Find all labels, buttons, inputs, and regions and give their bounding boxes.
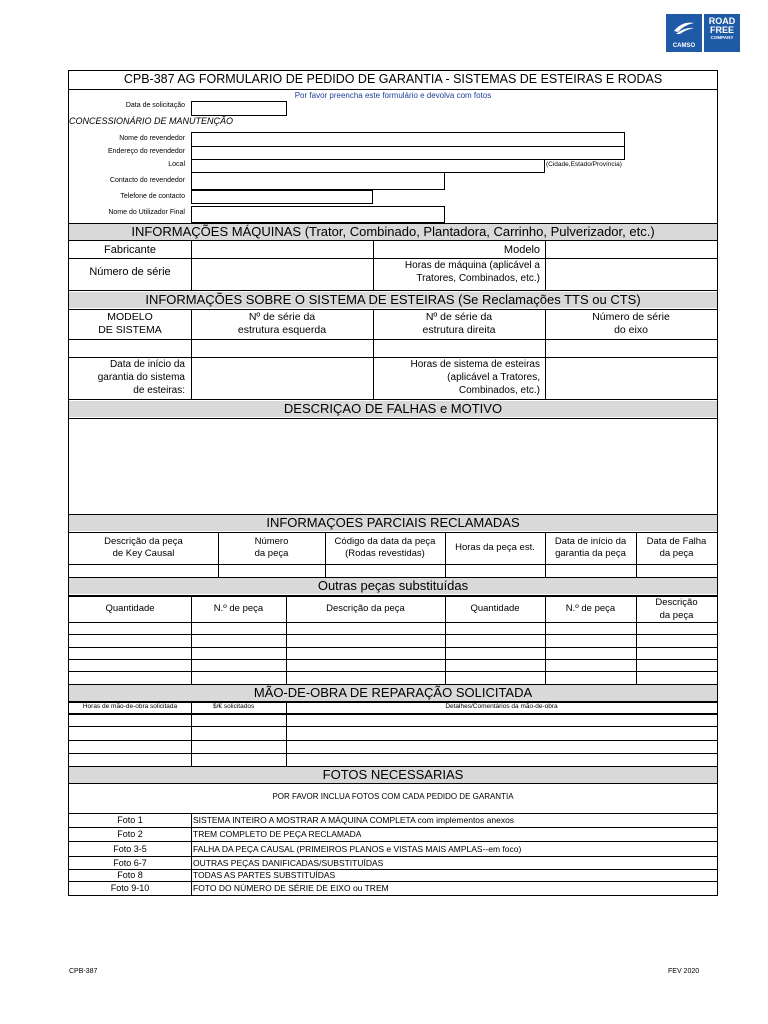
machine-header: INFORMAÇÕES MÁQUINAS (Trator, Combinado, Plantadora, Carrinho, Pulverizador, etc.) [69,224,717,240]
camso-text: CAMSO [672,43,696,49]
right-frame-serial-field[interactable] [374,340,544,357]
date-code-label-2: (Rodas revestidas) [345,548,425,559]
logo-free: FREE [709,25,734,35]
logo-company: COMPANY [710,35,734,40]
left-frame-serial-field[interactable] [192,340,372,357]
right-frame-serial-label-2: estrutura direita [422,324,496,336]
left-frame-serial-label-1: Nº de série da [248,311,316,323]
photo-description-extra: com implementos anexos [415,815,515,825]
labor-hours-label: Horas de mão-de-obra solicitada [82,703,178,710]
other-desc2-label-1: Descrição [655,597,698,608]
other-part-label: N.º de peça [213,603,264,614]
photo-description [193,882,389,894]
photo-description-main: FOTO DO NÚMERO DE SÉRIE DE EIXO [193,883,351,893]
other-parts-rows[interactable] [69,623,717,683]
dealer-name-field[interactable] [191,132,625,147]
other-part2-label: N.º de peça [565,603,616,614]
track-hours-field[interactable] [546,358,716,399]
track-warranty-start-field[interactable] [192,358,372,399]
machine-hours-label-1: Horas de máquina (aplicável a [404,260,540,271]
photo-description-main: SISTEMA INTEIRO A MOSTRAR A MÁQUINA COMPLETA [193,815,416,825]
manufacturer-label: Fabricante [104,244,156,256]
other-desc-label: Descrição da peça [326,603,405,614]
other-desc2-label-2: da peça [659,610,694,621]
logo-road: ROAD [708,16,736,26]
track-warranty-start-label-2: garantia do sistema [97,372,185,383]
labor-details-label: Detalhes/Comentários da mão-de-obra [445,703,558,710]
photo-description [193,814,514,827]
model-label: Modelo [503,244,540,256]
other-qty-label: Quantidade [105,603,155,614]
failure-header: DESCRIÇAO DE FALHAS e MOTIVO [69,401,717,417]
key-causal-field[interactable] [69,565,218,576]
machine-hours-label-2: Tratores, Combinados, etc.) [416,273,540,284]
footer-date: FEV 2020 [668,968,700,975]
dealer-name-label: Nome do revendedor [119,135,185,142]
place-label: Local [168,161,185,168]
claimed-parts-header: INFORMAÇOES PARCIAIS RECLAMADAS [69,515,717,531]
part-hours-field[interactable] [446,565,545,576]
dealer-contact-label: Contacto do revendedor [109,177,185,184]
part-warranty-start-label-1: Data de início da [554,536,627,547]
axle-serial-label-1: Número de série [592,311,670,323]
date-code-label-1: Código da data da peça [334,536,436,547]
axle-serial-label-2: do eixo [614,324,648,336]
labor-rows[interactable] [69,715,717,765]
date-code-field[interactable] [326,565,445,576]
dealer-address-label: Endereço do revendedor [107,148,185,155]
tracks-header: INFORMAÇÕES SOBRE O SISTEMA DE ESTEIRAS (Se Reclamações TTS ou CTS) [69,292,717,308]
part-hours-label: Horas da peça est. [455,542,535,553]
photo-description-extra: ou TREM [350,883,389,893]
camso-swoosh-icon [672,19,696,35]
photo-description [193,842,521,856]
end-user-label: Nome do Utilizador Final [108,209,185,216]
manufacturer-field[interactable] [192,241,372,258]
roadfree-logo [704,14,740,52]
part-failure-date-field[interactable] [637,565,717,576]
track-hours-label-1: Horas de sistema de esteiras [410,359,540,370]
photos-header: FOTOS NECESSARIAS [69,767,717,783]
photo-description-extra: e VISTAS MAIS AMPLAS--em foco) [384,844,522,854]
photo-description-main: TREM COMPLETO DE PEÇA RECLAMADA [193,829,362,839]
model-field[interactable] [546,241,716,258]
other-qty2-label: Quantidade [470,603,520,614]
photos-note: POR FAVOR INCLUA FOTOS COM CADA PEDIDO DE GARANTIA [272,792,514,801]
form-title: CPB-387 AG FORMULARIO DE PEDIDO DE GARANTIA - SISTEMAS DE ESTEIRAS E RODAS [123,72,663,86]
system-model-label-1: MODELO [107,311,153,323]
photo-label: Foto 9-10 [110,883,150,893]
photo-description-main: OUTRAS PEÇAS DANIFICADAS/SUBSTITUÍDAS [193,858,384,868]
part-failure-date-label-1: Data de Falha [646,536,707,547]
date-label: Data de solicitação [125,102,185,109]
track-hours-label-2: (aplicável a Tratores, [447,372,540,383]
machine-hours-field[interactable] [546,259,716,289]
serial-label: Número de série [89,266,171,278]
photo-label: Foto 1 [117,815,143,825]
left-frame-serial-label-2: estrutura esquerda [237,324,327,336]
camso-logo-mark [666,14,702,52]
footer-form-code: CPB-387 [69,968,98,975]
dealer-section-title: CONCESSIONÁRIO DE MANUTENÇÃO [69,116,234,126]
part-warranty-start-field[interactable] [546,565,636,576]
place-hint: (Cidade,Estado/Província) [546,161,622,168]
photo-label: Foto 6-7 [113,858,147,868]
photo-label: Foto 8 [117,870,143,880]
part-failure-date-label-2: da peça [659,548,694,559]
part-number-field[interactable] [219,565,325,576]
right-frame-serial-label-1: Nº de série da [425,311,493,323]
key-causal-label-1: Descrição da peça [104,536,183,547]
system-model-field[interactable] [69,340,191,357]
place-field[interactable] [191,159,545,173]
serial-field[interactable] [192,259,372,289]
date-field[interactable] [191,101,287,116]
part-number-label-2: da peça [254,548,289,559]
part-number-label-1: Número [254,536,289,547]
photo-description [193,828,361,841]
form-subtitle: Por favor preencha este formulário e devolva com fotos [294,91,492,100]
contact-phone-field[interactable] [191,190,373,204]
labor-header: MÃO-DE-OBRA DE REPARAÇÃO SOLICITADA [69,685,717,701]
key-causal-label-2: de Key Causal [112,548,175,559]
dealer-address-field[interactable] [191,146,625,160]
part-warranty-start-label-2: garantia da peça [555,548,626,559]
contact-phone-label: Telefone de contacto [120,193,185,200]
track-hours-label-3: Combinados, etc.) [458,385,540,396]
axle-serial-field[interactable] [546,340,716,357]
photo-description-main: TODAS AS PARTES SUBSTITUÍDAS [193,870,336,880]
track-warranty-start-label-3: de esteiras: [133,385,185,396]
camso-logo [666,14,740,52]
failure-description-field[interactable] [69,419,717,514]
photo-description-main: FALHA DA PEÇA CAUSAL (PRIMEIROS PLANOS [193,844,384,854]
photo-label: Foto 3-5 [113,844,147,854]
other-parts-header: Outras peças substituídas [69,578,717,594]
system-model-label-2: DE SISTEMA [98,324,162,336]
end-user-field[interactable] [191,206,445,223]
labor-cost-label: $/€ solicitados [213,703,255,710]
track-warranty-start-label-1: Data de início da [109,359,185,370]
photo-description [193,870,335,881]
photo-description [193,857,383,869]
dealer-contact-field[interactable] [191,172,445,190]
photo-label: Foto 2 [117,829,143,839]
